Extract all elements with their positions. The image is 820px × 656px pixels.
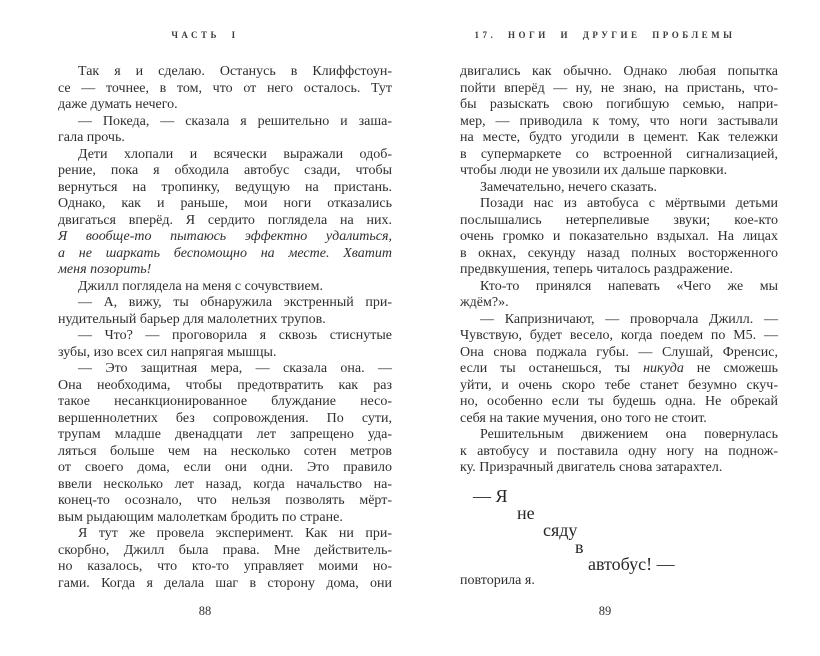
text-line: Она снова поджала губы. — Слушай, Френсис,: [460, 344, 778, 360]
text-line: Кто-то принялся напевать «Чего же мы: [480, 278, 778, 294]
text-line: от своего дома, если они одни. Это правило: [58, 460, 392, 475]
text-line: — Это защитная мера, — сказала она. —: [78, 361, 392, 376]
text-line: вым рыдающим малолеткам бродить по стране.: [58, 509, 343, 525]
text-line: Однако, как и раньше, мои ноги отказались: [58, 196, 392, 211]
text-line: а не шаркать беспомощно на месте. Хватит: [58, 245, 392, 261]
text-line: но казалось, что кто-то управляет моими но-: [58, 559, 392, 574]
text-line: се — точнее, в том, что от него осталось. Тут: [58, 80, 392, 96]
text-line: бы разыскать свою погибшую семью, напри-: [460, 97, 778, 112]
text-line: двигались как обычно. Однако любая попытка: [460, 64, 778, 79]
text-line: послышались нетерпеливые звуки; кое-кто: [460, 212, 778, 228]
text-line: в супермаркете со встроенной сигнализацией,: [460, 146, 778, 162]
text-line: Дети хлопали и всячески выражали одоб-: [78, 146, 392, 162]
text-line: ляться больше чем на несколько сотен метров: [58, 443, 392, 459]
text-line: Она необходима, чтобы предотвратить как раз: [58, 377, 392, 393]
text-line: ку. Призрачный двигатель снова затарахтел.: [460, 460, 723, 475]
text-line: ввели несколько лет назад, когда начальство на-: [58, 476, 392, 492]
text-line: — А, вижу, ты обнаружила экстренный при-: [78, 295, 392, 310]
text-line: гами. Когда я делала шаг в сторону дома, они: [58, 575, 392, 591]
text-line: Чувствую, будет весело, когда поедем по М5. —: [460, 328, 778, 343]
text-line: — Покеда, — сказала я решительно и заша-: [78, 113, 392, 129]
shout-staircase: [460, 485, 778, 574]
text-line: вершеннолетних без сопровождения. По сути,: [58, 410, 392, 426]
text-line: конец-то осознало, что нельзя позволять мёрт-: [58, 493, 392, 508]
text-line: трупам младше двенадцати лет запрещено уда-: [58, 427, 392, 442]
text-line: зубы, изо всех сил напрягая мышцы.: [58, 344, 277, 360]
emphasized-text: никуда: [643, 361, 684, 376]
text-line: Решительным движением она повернулась: [480, 427, 778, 442]
text-line: уйти, и очень скоро тебе станет безумно скуч-: [460, 377, 778, 393]
text-line: на месте, будто угодили в цемент. Как тележки: [460, 130, 778, 145]
text-line: Позади нас из автобуса с мёртвыми детьми: [480, 196, 778, 211]
shout-line: не: [517, 502, 535, 523]
text-line: предвкушения, теперь читалось раздражение.: [460, 262, 734, 277]
text-line: ждём?».: [460, 295, 509, 310]
text-line: мер, — приводила к тому, что ноги застывали: [460, 113, 778, 129]
body-text-left: [58, 64, 392, 592]
text-line: двигаться вперёд. Я сердито поглядела на них.: [58, 212, 392, 228]
after-staircase-line: повторила я.: [460, 572, 535, 588]
running-header-left: ЧАСТЬ I: [171, 30, 239, 40]
text-line: — Что? — проговорила я сквозь стиснутые: [78, 328, 392, 343]
text-line: рение, пока я обходила автобус сзади, чтобы: [58, 163, 392, 178]
text-segment: не сможешь: [683, 361, 778, 376]
text-line: чтобы люди не увозили их дальше парковки.: [460, 163, 728, 178]
text-line: в окнах, секунду назад полных восторженного: [460, 245, 778, 261]
text-line: даже думать нечего.: [58, 97, 178, 112]
text-line: Замечательно, нечего сказать.: [480, 179, 657, 195]
text-line: к автобусу и поставила одну ногу на поднож-: [460, 443, 778, 459]
text-line: себя на такие мучения, оно того не стоит.: [460, 410, 707, 426]
body-text-right: [460, 64, 778, 589]
shout-line: автобус! —: [588, 553, 675, 574]
text-line: вернуться на тропинку, ведущую на пристань.: [58, 179, 392, 195]
text-segment: если ты останешься, ты: [460, 361, 644, 376]
text-line: нудительный барьер для малолетних трупов.: [58, 311, 326, 327]
text-line: скорбно, Джилл была права. Мне действитель-: [58, 542, 392, 558]
page-number-right: 89: [598, 604, 612, 618]
running-header-right: 17. НОГИ И ДРУГИЕ ПРОБЛЕМЫ: [474, 30, 736, 40]
text-line: но, особенно если ты будешь одна. Не обрекай: [460, 394, 778, 409]
text-line: — Капризничают, — проворчала Джилл. —: [480, 311, 778, 327]
text-line: такое несанкционированное блуждание несо-: [58, 394, 392, 409]
shout-line: — Я: [473, 485, 508, 506]
text-line: пойти вперёд — ну, не знаю, на пристань, что-: [460, 80, 778, 96]
text-line: гала прочь.: [58, 130, 125, 145]
text-line: Я вообще-то пытаюсь эффектно удалиться,: [58, 229, 392, 244]
page-number-left: 88: [198, 604, 212, 618]
text-line: [460, 361, 778, 378]
shout-line: сяду: [543, 519, 578, 540]
text-line: меня позорить!: [58, 262, 152, 277]
text-line: Я тут же провела эксперимент. Как ни при-: [78, 526, 392, 541]
text-line: очень громко и показательно вздыхал. На лицах: [460, 229, 778, 244]
text-line: Джилл поглядела на меня с сочувствием.: [78, 278, 324, 294]
text-line: Так я и сделаю. Останусь в Клиффстоун-: [78, 64, 392, 79]
shout-line: в: [575, 536, 584, 557]
